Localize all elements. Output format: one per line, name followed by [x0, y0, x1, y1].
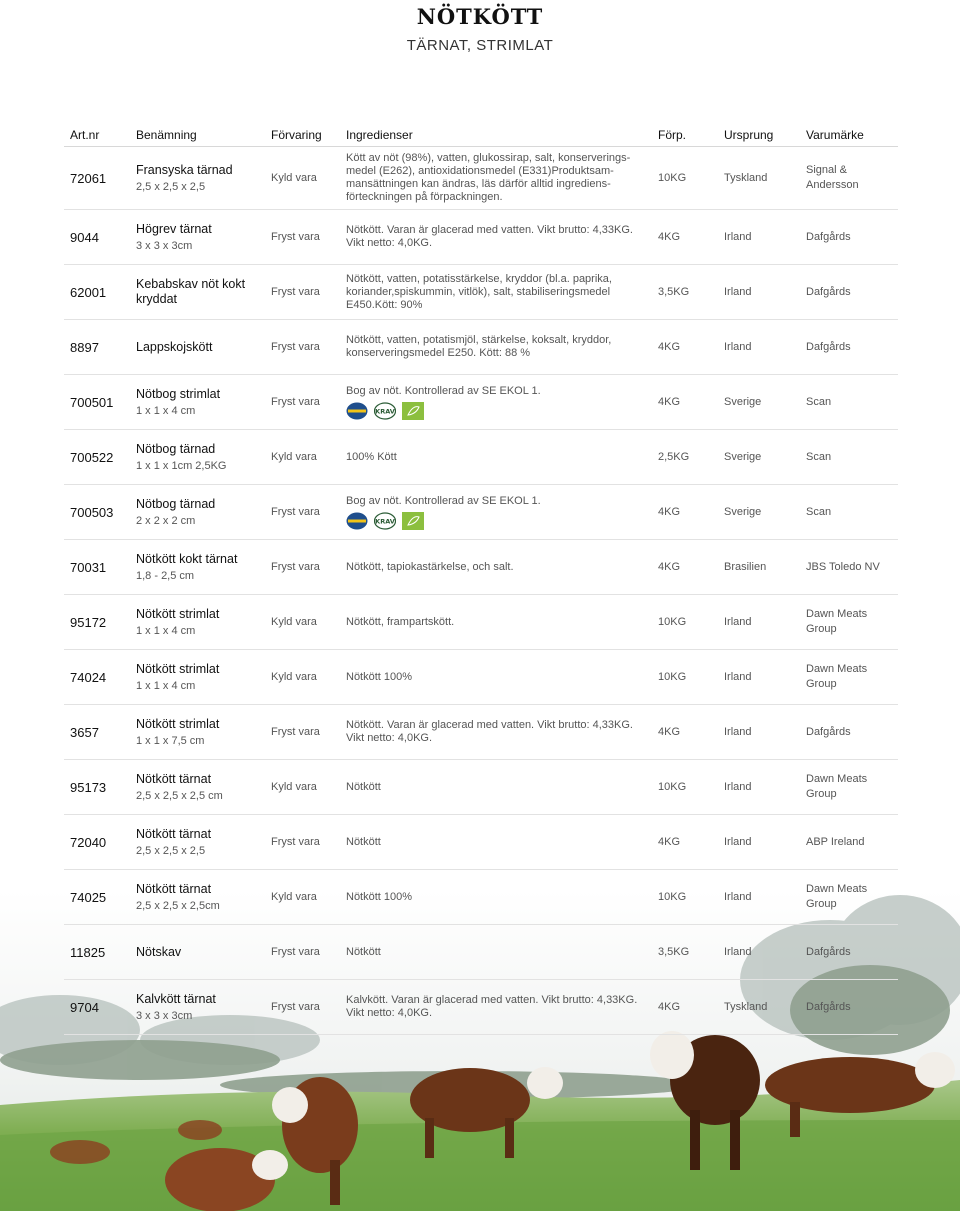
storage-type: Fryst vara [271, 1001, 320, 1013]
art-number: 62001 [70, 284, 107, 300]
storage-type: Kyld vara [271, 616, 317, 628]
product-name: Nötskav [136, 944, 182, 959]
product-name: Nötkött tärnat [136, 827, 212, 841]
package-size: 10KG [658, 172, 687, 184]
ingredients-text: Kött av nöt (98%), vatten, glukossirap, salt, konserverings-medel (E262), antioxidationsmedel (E331)Produktsam-mansättningen kan ändras, läs därför alltid ingrediens-förteckningen på förpackningen. [346, 152, 631, 203]
brand-name: Scan [806, 505, 832, 518]
ingredients-text: Bog av nöt. Kontrollerad av SE EKOL 1. [346, 494, 541, 507]
origin-country: Irland [724, 231, 752, 243]
storage-type: Fryst vara [271, 561, 320, 573]
product-name-cell [136, 210, 264, 264]
storage-type: Fryst vara [271, 396, 320, 408]
ingredients-cell [346, 815, 646, 869]
art-number: 74025 [70, 889, 107, 905]
table-row [64, 210, 898, 265]
product-name: Nötbog tärnad [136, 442, 216, 456]
art-number: 95173 [70, 779, 107, 795]
table-row [64, 320, 898, 375]
ingredients-text: Nötkött. Varan är glacerad med vatten. Vikt brutto: 4,33KG. Vikt netto: 4,0KG. [346, 719, 633, 744]
storage-type: Fryst vara [271, 726, 320, 738]
storage-type: Fryst vara [271, 286, 320, 298]
header-art-nr: Art.nr [70, 128, 100, 142]
product-name: Nötbog tärnad [136, 497, 216, 511]
package-size: 10KG [658, 781, 687, 793]
product-name-cell [136, 925, 264, 979]
ingredients-cell [346, 925, 646, 979]
product-name-cell [136, 485, 264, 539]
table-row [64, 980, 898, 1035]
brand-name: Dafgårds [806, 285, 851, 298]
table-row [64, 705, 898, 760]
eu-organic-leaf-icon [402, 512, 424, 530]
product-name-cell [136, 705, 264, 759]
origin-country: Irland [724, 341, 752, 353]
brand-name: Dafgårds [806, 1000, 851, 1013]
ingredients-cell [346, 147, 646, 209]
product-name-cell [136, 650, 264, 704]
storage-type: Fryst vara [271, 836, 320, 848]
product-name: Nötkött tärnat [136, 882, 212, 896]
art-number: 11825 [70, 944, 106, 960]
product-name: Nötkött kokt tärnat [136, 552, 238, 566]
art-number: 700503 [70, 504, 114, 520]
table-row [64, 760, 898, 815]
krav-logo-icon [374, 402, 396, 420]
page-title: NÖTKÖTT [416, 4, 544, 29]
package-size: 10KG [658, 671, 687, 683]
product-dimensions: 3 x 3 x 3cm [136, 240, 193, 252]
package-size: 2,5KG [658, 451, 690, 463]
product-name: Kalvkött tärnat [136, 992, 216, 1006]
ingredients-cell [346, 595, 646, 649]
art-number: 74024 [70, 669, 107, 685]
storage-type: Fryst vara [271, 946, 320, 958]
package-size: 3,5KG [658, 286, 690, 298]
ingredients-text: Nötkött [346, 945, 381, 958]
ingredients-text: Nötkött, tapiokastärkelse, och salt. [346, 560, 514, 573]
table-row [64, 265, 898, 320]
ingredients-cell [346, 265, 646, 319]
product-name: Högrev tärnat [136, 222, 212, 236]
brand-name: Scan [806, 450, 832, 463]
package-size: 10KG [658, 891, 687, 903]
art-number: 700501 [70, 394, 114, 410]
ingredients-text: Bog av nöt. Kontrollerad av SE EKOL 1. [346, 384, 541, 397]
svenskt-kott-logo-icon [346, 402, 368, 420]
eu-organic-leaf-icon [402, 402, 424, 420]
product-dimensions: 1 x 1 x 4 cm [136, 680, 196, 692]
art-number: 9044 [70, 229, 99, 245]
product-name: Lappskojskött [136, 339, 213, 354]
product-dimensions: 1 x 1 x 4 cm [136, 625, 196, 637]
art-number: 70031 [70, 559, 107, 575]
product-name-cell [136, 265, 264, 319]
origin-country: Irland [724, 891, 752, 903]
table-row [64, 540, 898, 595]
product-name-cell [136, 320, 264, 374]
ingredients-text: Nötkött, frampartskött. [346, 615, 455, 628]
storage-type: Fryst vara [271, 506, 320, 518]
product-name-cell [136, 870, 264, 924]
package-size: 4KG [658, 396, 681, 408]
product-table [64, 124, 898, 1035]
ingredients-text: Nötkött [346, 780, 381, 793]
product-name: Nötkött strimlat [136, 662, 220, 676]
ingredients-text: Kalvkött. Varan är glacerad med vatten. Vikt brutto: 4,33KG. Vikt netto: 4,0KG. [346, 994, 638, 1019]
storage-type: Fryst vara [271, 341, 320, 353]
product-dimensions: 2 x 2 x 2 cm [136, 515, 196, 527]
product-name: Kebabskav nöt kokt kryddat [136, 277, 246, 306]
ingredients-cell [346, 980, 646, 1034]
brand-name: ABP Ireland [806, 835, 865, 848]
ingredients-cell [346, 705, 646, 759]
product-dimensions: 2,5 x 2,5 x 2,5 [136, 845, 206, 857]
art-number: 72061 [70, 170, 107, 186]
brand-name: Dafgårds [806, 945, 851, 958]
storage-type: Kyld vara [271, 172, 317, 184]
svenskt-kott-logo-icon [346, 512, 368, 530]
package-size: 4KG [658, 506, 681, 518]
certification-logos [346, 512, 646, 530]
product-name-cell [136, 595, 264, 649]
product-name-cell [136, 760, 264, 814]
origin-country: Irland [724, 946, 752, 958]
product-dimensions: 1 x 1 x 4 cm [136, 405, 196, 417]
product-name-cell [136, 540, 264, 594]
product-name: Nötkött tärnat [136, 772, 212, 786]
table-row [64, 925, 898, 980]
ingredients-text: 100% Kött [346, 450, 397, 463]
ingredients-cell [346, 650, 646, 704]
package-size: 3,5KG [658, 946, 690, 958]
ingredients-text: Nötkött, vatten, potatismjöl, stärkelse, koksalt, kryddor, konserveringsmedel E250. Kött: 88 % [346, 334, 612, 359]
product-name-cell [136, 375, 264, 429]
product-name-cell [136, 980, 264, 1034]
art-number: 700522 [70, 449, 114, 465]
storage-type: Kyld vara [271, 781, 317, 793]
brand-name: Dawn Meats Group [806, 883, 868, 910]
art-number: 3657 [70, 724, 99, 740]
brand-name: JBS Toledo NV [806, 560, 880, 573]
origin-country: Irland [724, 726, 752, 738]
table-row [64, 650, 898, 705]
brand-name: Signal & Andersson [806, 164, 859, 191]
art-number: 72040 [70, 834, 107, 850]
origin-country: Tyskland [724, 1001, 768, 1013]
ingredients-cell [346, 540, 646, 594]
origin-country: Tyskland [724, 172, 768, 184]
art-number: 8897 [70, 339, 99, 355]
package-size: 4KG [658, 341, 681, 353]
table-row [64, 375, 898, 430]
product-dimensions: 1 x 1 x 1cm 2,5KG [136, 460, 227, 472]
brand-name: Dawn Meats Group [806, 663, 868, 690]
origin-country: Irland [724, 286, 752, 298]
krav-logo-icon [374, 512, 396, 530]
header-ingredients: Ingredienser [346, 128, 413, 142]
art-number: 9704 [70, 999, 99, 1015]
ingredients-text: Nötkött. Varan är glacerad med vatten. Vikt brutto: 4,33KG. Vikt netto: 4,0KG. [346, 224, 633, 249]
svg-text:KRAV: KRAV [375, 407, 395, 415]
origin-country: Irland [724, 616, 752, 628]
product-dimensions: 1 x 1 x 7,5 cm [136, 735, 205, 747]
origin-country: Irland [724, 671, 752, 683]
package-size: 10KG [658, 616, 687, 628]
art-number: 95172 [70, 614, 107, 630]
ingredients-text: Nötkött [346, 835, 381, 848]
ingredients-cell [346, 210, 646, 264]
brand-name: Scan [806, 395, 832, 408]
brand-name: Dafgårds [806, 725, 851, 738]
table-row [64, 147, 898, 210]
origin-country: Sverige [724, 451, 762, 463]
ingredients-cell [346, 870, 646, 924]
product-name-cell [136, 147, 264, 209]
ingredients-text: Nötkött 100% [346, 670, 413, 683]
product-name: Fransyska tärnad [136, 163, 233, 177]
ingredients-cell [346, 760, 646, 814]
product-name: Nötkött strimlat [136, 607, 220, 621]
ingredients-cell [346, 430, 646, 484]
package-size: 4KG [658, 836, 681, 848]
header-name: Benämning [136, 128, 197, 142]
product-dimensions: 2,5 x 2,5 x 2,5 [136, 181, 206, 193]
product-dimensions: 3 x 3 x 3cm [136, 1010, 193, 1022]
package-size: 4KG [658, 231, 681, 243]
storage-type: Kyld vara [271, 451, 317, 463]
ingredients-cell [346, 485, 646, 539]
product-name: Nötbog strimlat [136, 387, 221, 401]
table-row [64, 485, 898, 540]
ingredients-cell [346, 320, 646, 374]
ingredients-text: Nötkött 100% [346, 890, 413, 903]
header-storage: Förvaring [271, 128, 322, 142]
header-brand: Varumärke [806, 128, 864, 142]
header-pack: Förp. [658, 128, 687, 142]
storage-type: Kyld vara [271, 671, 317, 683]
product-dimensions: 1,8 - 2,5 cm [136, 570, 195, 582]
table-row [64, 430, 898, 485]
package-size: 4KG [658, 561, 681, 573]
storage-type: Kyld vara [271, 891, 317, 903]
brand-name: Dawn Meats Group [806, 608, 868, 635]
brand-name: Dafgårds [806, 340, 851, 353]
origin-country: Brasilien [724, 561, 767, 573]
ingredients-text: Nötkött, vatten, potatisstärkelse, kryddor (bl.a. paprika, koriander,spiskummin, vitlök), salt, stabiliseringsmedel E450.Kött: 90% [346, 272, 612, 311]
storage-type: Fryst vara [271, 231, 320, 243]
header-origin: Ursprung [724, 128, 774, 142]
product-name-cell [136, 430, 264, 484]
brand-name: Dawn Meats Group [806, 773, 868, 800]
table-row [64, 815, 898, 870]
brand-name: Dafgårds [806, 230, 851, 243]
table-row [64, 870, 898, 925]
certification-logos [346, 402, 646, 420]
page-subtitle: TÄRNAT, STRIMLAT [406, 37, 554, 54]
ingredients-cell [346, 375, 646, 429]
origin-country: Sverige [724, 396, 762, 408]
product-name-cell [136, 815, 264, 869]
product-dimensions: 2,5 x 2,5 x 2,5 cm [136, 790, 223, 802]
package-size: 4KG [658, 726, 681, 738]
table-header [64, 124, 898, 147]
svg-text:KRAV: KRAV [375, 517, 395, 525]
origin-country: Sverige [724, 506, 762, 518]
origin-country: Irland [724, 781, 752, 793]
product-dimensions: 2,5 x 2,5 x 2,5cm [136, 900, 220, 912]
origin-country: Irland [724, 836, 752, 848]
package-size: 4KG [658, 1001, 681, 1013]
product-name: Nötkött strimlat [136, 717, 220, 731]
table-row [64, 595, 898, 650]
